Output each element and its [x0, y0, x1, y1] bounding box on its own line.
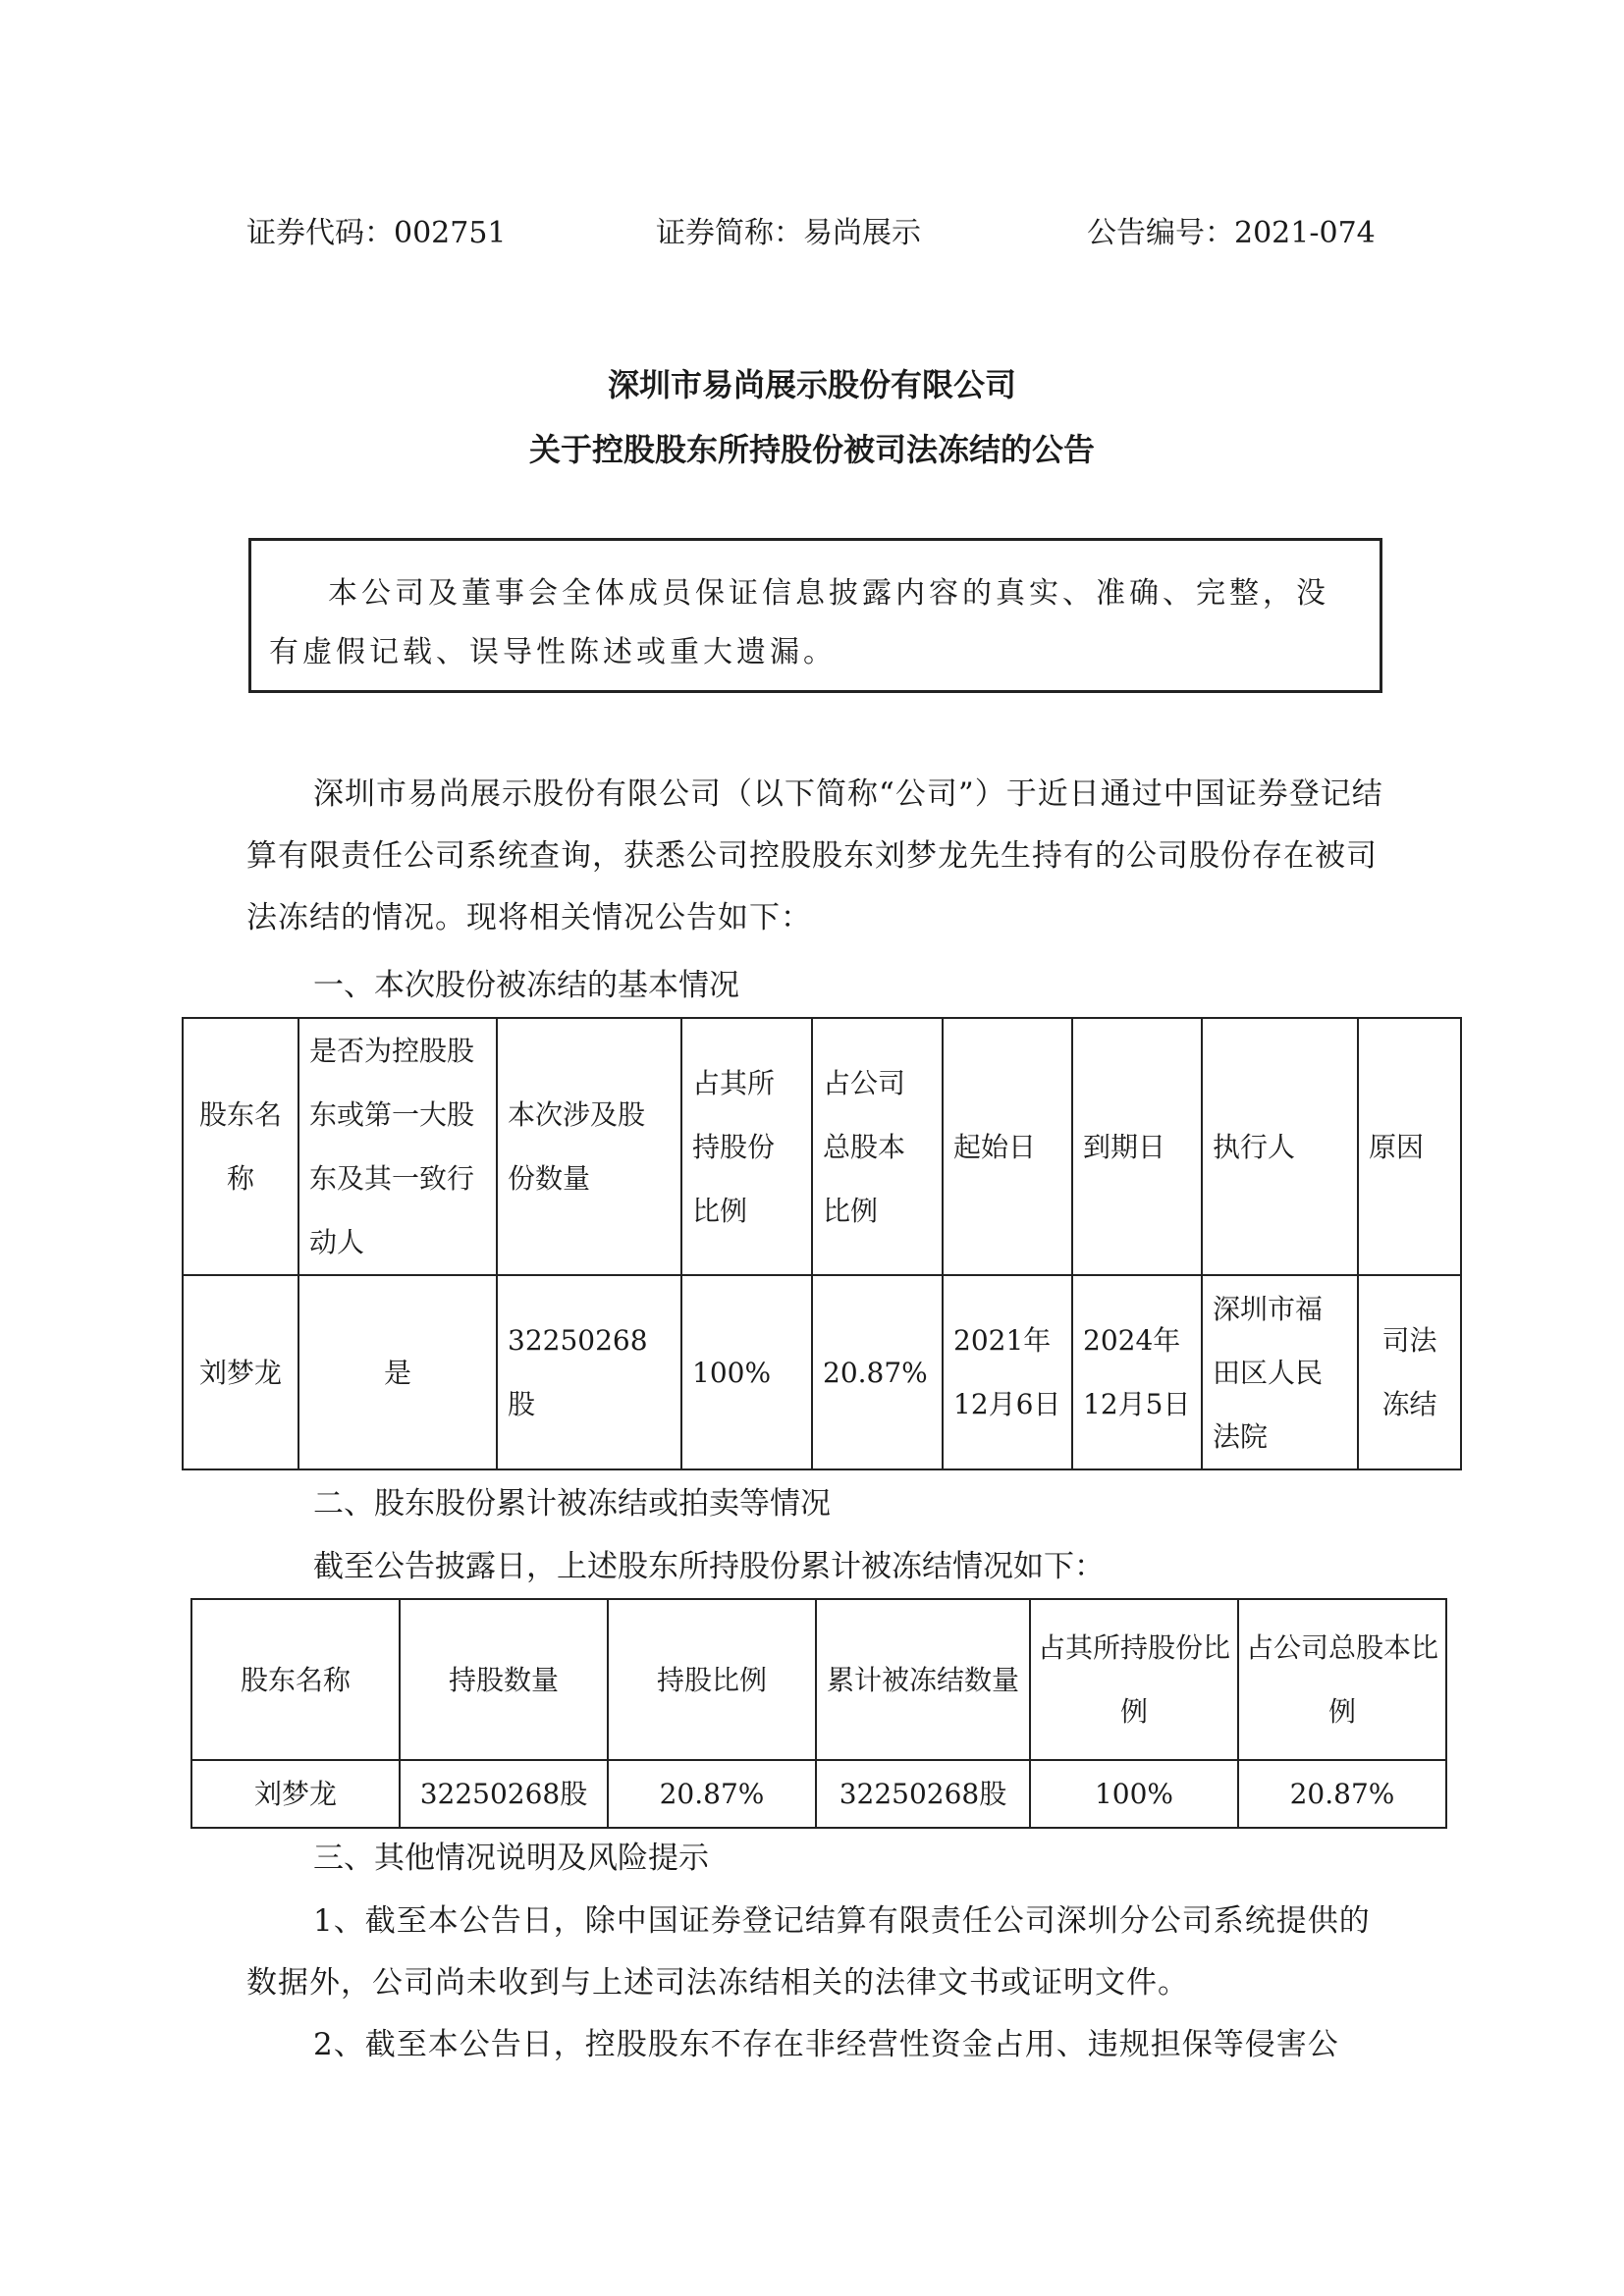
table-header-cell: 股东名称 [191, 1599, 400, 1760]
table-header-cell: 股东名称 [183, 1018, 298, 1275]
table-cell: 刘梦龙 [183, 1275, 298, 1469]
table-cell: 是 [298, 1275, 497, 1469]
disclaimer-box [248, 538, 1382, 693]
table-header-cell: 累计被冻结数量 [816, 1599, 1030, 1760]
table-header-cell: 持股数量 [400, 1599, 608, 1760]
table-cell: 20.87% [812, 1275, 943, 1469]
section3-paragraph-1: 1、截至本公告日，除中国证券登记结算有限责任公司深圳分公司系统提供的数据外，公司尚未收到与上述司法冻结相关的法律文书或证明文件。 [246, 1903, 1371, 2001]
table-header-cell: 到期日 [1072, 1018, 1202, 1275]
cumulative-freeze-table [190, 1598, 1447, 1829]
table-cell: 100% [681, 1275, 812, 1469]
table-cell: 32250268股 [497, 1275, 681, 1469]
table-header-cell: 起始日 [943, 1018, 1072, 1275]
table-cell: 2024年12月5日 [1072, 1275, 1202, 1469]
disclaimer-text: 本公司及董事会全体成员保证信息披露内容的真实、准确、完整，没有虚假记载、误导性陈述或重大遗漏。 [269, 576, 1329, 669]
table-cell: 司法冻结 [1358, 1275, 1461, 1469]
table-header-cell: 是否为控股股东或第一大股东及其一致行动人 [298, 1018, 497, 1275]
table-cell: 深圳市福田区人民法院 [1202, 1275, 1358, 1469]
notice-title: 关于控股股东所持股份被司法冻结的公告 [528, 431, 1095, 468]
table-header-cell: 占公司总股本比例 [812, 1018, 943, 1275]
table-header-cell: 占公司总股本比例 [1238, 1599, 1446, 1760]
section1-heading: 一、本次股份被冻结的基本情况 [313, 968, 739, 1003]
table-header-row [183, 1018, 1461, 1275]
intro-paragraph: 深圳市易尚展示股份有限公司（以下简称“公司”）于近日通过中国证券登记结算有限责任公司系统查询，获悉公司控股股东刘梦龙先生持有的公司股份存在被司法冻结的情况。现将相关情况公告如下： [246, 776, 1383, 935]
security-short-name: 证券简称：易尚展示 [656, 216, 921, 250]
table-header-row [191, 1599, 1446, 1760]
section3-heading: 三、其他情况说明及风险提示 [313, 1841, 709, 1876]
company-title: 深圳市易尚展示股份有限公司 [607, 366, 1016, 403]
security-code: 证券代码：002751 [246, 216, 507, 250]
notice-number: 公告编号：2021-074 [1087, 216, 1376, 250]
table-cell: 100% [1030, 1760, 1238, 1828]
table-cell: 32250268股 [400, 1760, 608, 1828]
table-cell: 2021年12月6日 [943, 1275, 1072, 1469]
table-header-cell: 执行人 [1202, 1018, 1358, 1275]
table-row [183, 1275, 1461, 1469]
table-header-cell: 占其所持股份比例 [1030, 1599, 1238, 1760]
section3-paragraph-2: 2、截至本公告日，控股股东不存在非经营性资金占用、违规担保等侵害公 [313, 2027, 1339, 2062]
table-header-cell: 占其所持股份比例 [681, 1018, 812, 1275]
table-cell: 20.87% [608, 1760, 816, 1828]
table-cell: 20.87% [1238, 1760, 1446, 1828]
table-row [191, 1760, 1446, 1828]
table-header-cell: 原因 [1358, 1018, 1461, 1275]
table-cell: 刘梦龙 [191, 1760, 400, 1828]
table-header-cell: 本次涉及股份数量 [497, 1018, 681, 1275]
section2-intro: 截至公告披露日，上述股东所持股份累计被冻结情况如下： [313, 1549, 1105, 1584]
table-header-cell: 持股比例 [608, 1599, 816, 1760]
freeze-detail-table [182, 1017, 1462, 1470]
table-cell: 32250268股 [816, 1760, 1030, 1828]
section2-heading: 二、股东股份累计被冻结或拍卖等情况 [313, 1486, 831, 1522]
